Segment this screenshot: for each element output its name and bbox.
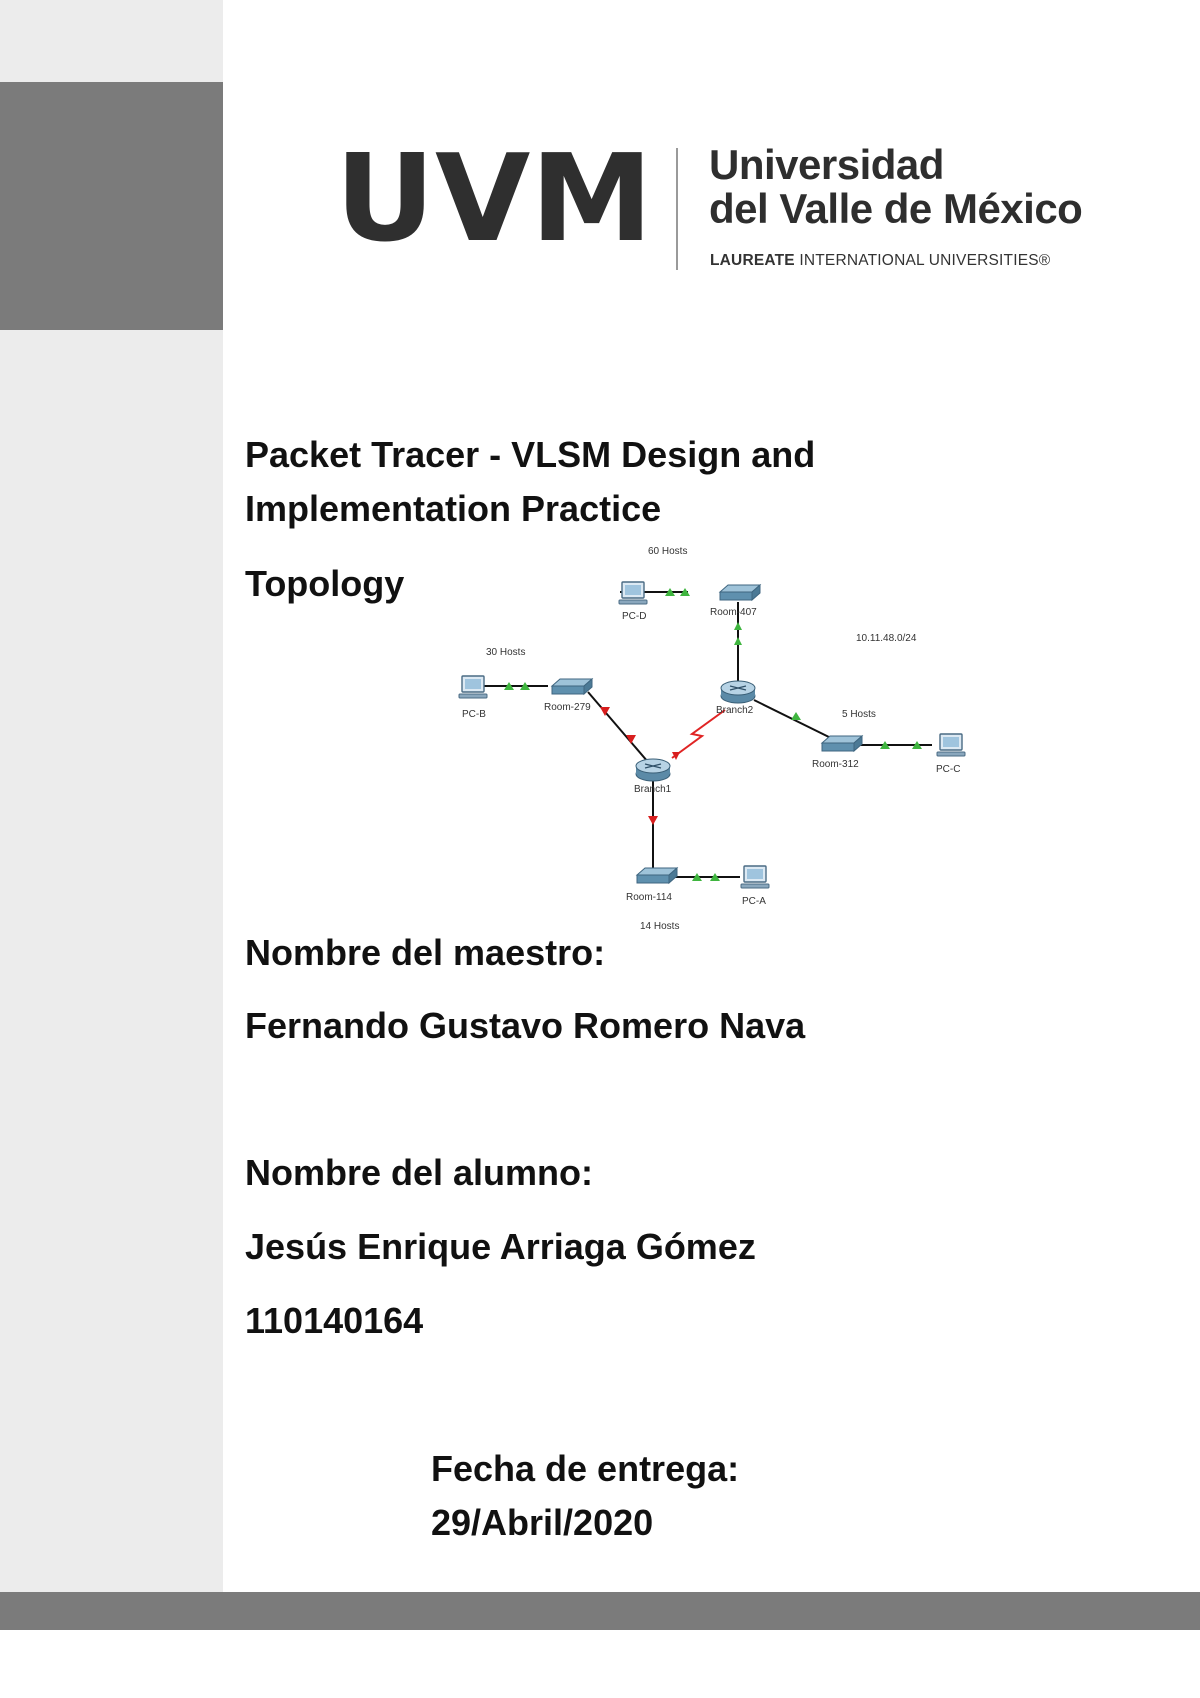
branch2-router-icon [721, 681, 755, 703]
room-114-label: Room-114 [626, 892, 672, 903]
link-up-marker [791, 712, 801, 720]
pc-d-icon [619, 582, 647, 604]
branch1-label: Branch1 [634, 784, 672, 795]
hosts-right-label: 5 Hosts [842, 709, 876, 720]
branch2-label: Branch2 [716, 705, 754, 716]
room-407-label: Room-407 [710, 607, 757, 618]
university-name-line2: del Valle de México [709, 185, 1083, 232]
link-room279-branch1 [588, 692, 648, 762]
pc-a-label: PC-A [742, 896, 766, 907]
uvm-mark-text: UVM [335, 140, 653, 252]
university-name-line1: Universidad [709, 141, 944, 188]
room-279-switch-icon [552, 679, 592, 694]
network-address-label: 10.11.48.0/24 [856, 633, 917, 644]
room-279-label: Room-279 [544, 702, 591, 713]
pc-b-label: PC-B [462, 709, 486, 720]
hosts-top-label: 60 Hosts [648, 546, 688, 557]
footer-bar [0, 1592, 1200, 1630]
teacher-label: Nombre del maestro: [245, 932, 606, 973]
tagline-bold: LAUREATE [710, 252, 795, 269]
hosts-bottom-label: 14 Hosts [640, 921, 680, 932]
due-date: 29/Abril/2020 [431, 1502, 654, 1543]
pc-c-label: PC-C [936, 764, 961, 775]
student-id: 110140164 [245, 1300, 424, 1341]
logo-tagline [710, 252, 1050, 270]
document-title-line1: Packet Tracer - VLSM Design and [245, 434, 816, 475]
topology-heading: Topology [245, 563, 405, 604]
branch1-router-icon [636, 759, 670, 781]
link-up-marker [734, 637, 742, 645]
tagline-rest: INTERNATIONAL UNIVERSITIES® [794, 252, 1051, 269]
header-gray-block [0, 82, 223, 330]
pc-b-icon [459, 676, 487, 698]
due-date-label: Fecha de entrega: [431, 1448, 740, 1489]
pc-c-icon [937, 734, 965, 756]
teacher-name: Fernando Gustavo Romero Nava [245, 1005, 806, 1046]
university-logo [335, 140, 1115, 290]
room-312-label: Room-312 [812, 759, 859, 770]
logo-divider [676, 148, 678, 270]
room-312-switch-icon [822, 736, 862, 751]
serial-link-branch1-branch2 [672, 710, 725, 758]
link-up-marker [734, 622, 742, 630]
hosts-left-label: 30 Hosts [486, 647, 526, 658]
student-name: Jesús Enrique Arriaga Gómez [245, 1226, 756, 1267]
student-label: Nombre del alumno: [245, 1152, 594, 1193]
topology-diagram [440, 540, 980, 940]
document-title-line2: Implementation Practice [245, 488, 662, 529]
pc-d-label: PC-D [622, 611, 647, 622]
uvm-logo-mark [335, 140, 655, 252]
room-407-switch-icon [720, 585, 760, 600]
link-down-marker [648, 816, 658, 825]
room-114-switch-icon [637, 868, 677, 883]
pc-a-icon [741, 866, 769, 888]
